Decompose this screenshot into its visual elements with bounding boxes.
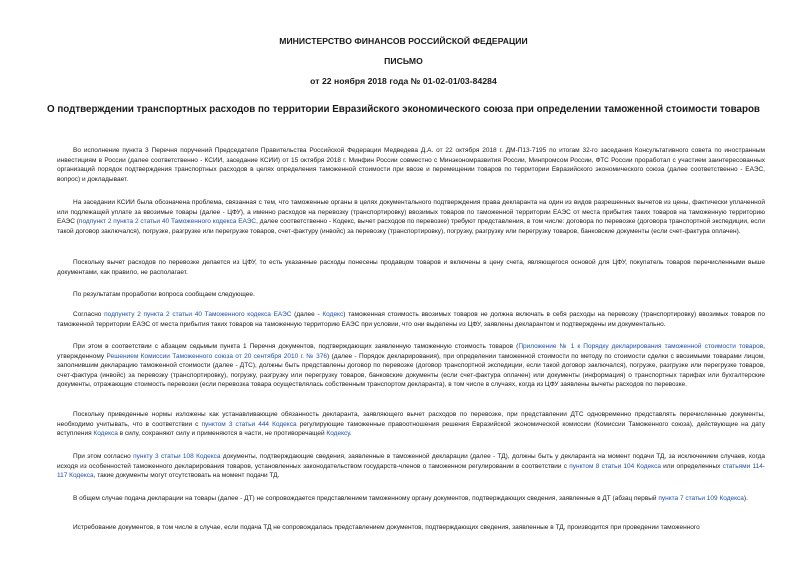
link-kodeksu[interactable]: Кодексу	[326, 430, 350, 437]
paragraph-1-text: Во исполнение пункта 3 Перечня поручений Председателя Правительства Российской Федерации Медведева Д.А. от 22 октября 2018 г. ДМ-П13-7195 по итогам 32-го заседания Консультативного совета по иностранным инвестициям в России (далее соответственно - КСИИ, заседание КСИИ) от 15 октября 2018 г. Минфин России совместно с Минэкономразвития России, Минпромсом России, ФТС России проработал с участием заинтересованных организаций порядок подтверждения транспортных расходов в целях определения таможенной стоимости при ввозе и перемещении товаров по территории Евразийского экономического союза (далее соответственно - ЕАЭС, вопрос) и докладывает.	[57, 147, 765, 183]
paragraph-5-text-3: ) таможенная стоимость ввозимых товаров не должна включать в себя расходы на перевозку (транспортировку) ввозимых товаров по таможенной территории ЕАЭС от места прибытия таких товаров на таможенную территорию ЕАЭС при условии, что они выделены из ЦФУ, заявлены декларантом и подтверждены им документально.	[57, 311, 765, 328]
paragraph-5-text-2: (далее -	[291, 311, 323, 318]
paragraph-6-text: При этом в соответствии с абзацем седьмым пункта 1 Перечня документов, подтверждающих заявленную таможенную стоимость товаров (	[73, 343, 519, 350]
paragraph-8-text-3: или определенных	[660, 462, 723, 470]
link-article-444[interactable]: пунктом 3 статьи 444 Кодекса	[201, 420, 297, 428]
paragraph-3-text: Поскольку вычет расходов по перевозке делается из ЦФУ, то есть указанные расходы понесены продавцом товаров и включены в цену счета, являющегося основой для ЦФУ, покупатель товаров перечисленными выше документами, как правило, не располагает.	[57, 259, 765, 276]
paragraph-7-text-2: регулирующие таможенные правоотношения решения Евразийской экономической комиссии (Комиссии Таможенного союза), действующие на дату вступления	[57, 420, 765, 437]
paragraph-9	[57, 494, 765, 504]
page-title: О подтверждении транспортных расходов по территории Евразийского экономического союза при определении таможенной стоимости товаров	[47, 104, 760, 115]
link-articles-114-117[interactable]: статьями 114-117 Кодекса	[57, 462, 765, 479]
link-kodeks-2[interactable]: Кодекса	[93, 430, 118, 437]
paragraph-6-text-3: ) (далее - Порядок декларирования), при определении таможенной стоимости по методу по стоимости сделки с ввозимыми товарами лицом, заполнившим декларацию таможенной стоимости (далее - ДТС), должны быть представлены договор по перевозке (договор транспортной экспедиции, если такой договор заключался), погрузке, разгрузке или перегрузке товаров, счет-фактура (инвойс) за перевозку (транспортировку), погрузку, разгрузку или перегрузку товаров, банковские документы (если счет-фактура оплачен) или документы (информация) о транспортных тарифах или бухгалтерские документы, отражающие стоимость перевозки (если перевозка товара осуществлялась собственным транспортом декларанта), в том числе в случаях, когда из ЦФУ заявлены вычеты расходов по перевозке.	[57, 352, 765, 388]
date-number-heading: от 22 ноября 2018 года № 01-02-01/03-84284	[310, 76, 497, 86]
paragraph-9-text: В общем случае подача декларации на товары (далее - ДТ) не сопровождается представлением таможенному органу документов, подтверждающих сведения, заявленные в ДТ (абзац первый	[73, 495, 659, 502]
paragraph-7-text-4: .	[349, 430, 352, 437]
paragraph-10-text: Истребование документов, в том числе в случае, если подача ТД не сопровождалась представлением документов, подтверждающих сведения, заявленные в ТД, производится при проведении таможенного	[73, 524, 700, 531]
link-article-104[interactable]: пунктом 8 статьи 104 Кодекса	[569, 462, 661, 470]
link-article-40-kodeks[interactable]: подпункту 2 пункта 2 статьи 40 Таможенного кодекса ЕАЭС	[104, 311, 292, 318]
paragraph-5-text: Согласно	[73, 311, 105, 318]
paragraph-8-text-4: , такие документы могут отсутствовать на момент подачи ТД.	[93, 472, 280, 479]
link-article-109[interactable]: пункта 7 статьи 109 Кодекса	[658, 495, 744, 502]
paragraph-9-text-2: ).	[743, 495, 748, 502]
paragraph-10	[57, 523, 765, 533]
paragraph-7-text: Поскольку приведенные нормы изложены как устанавливающие обязанность декларанта, заявляющего вычет расходов по перевозке, при представлении ДТС одновременно представлять перечисленные документы, необходимо учитывать, что в соответствии с	[57, 411, 765, 428]
paragraph-8-text: При этом согласно	[73, 453, 134, 460]
paragraph-1	[57, 146, 765, 184]
paragraph-4	[57, 290, 765, 300]
doc-type-heading: ПИСЬМО	[384, 56, 423, 66]
link-article-40[interactable]: подпункт 2 пункта 2 статьи 40 Таможенного кодекса ЕАЭС	[78, 218, 257, 225]
link-decision-376[interactable]: Решением Комиссии Таможенного союза от 20 сентября 2010 г. № 376	[106, 352, 328, 360]
link-article-108[interactable]: пункту 3 статьи 108 Кодекса	[133, 453, 221, 460]
paragraph-8	[57, 452, 765, 481]
paragraph-3	[57, 258, 765, 277]
paragraph-6	[57, 342, 765, 390]
paragraph-7	[57, 410, 765, 439]
paragraph-2-text-2: , далее соответственно - Кодекс, вычет расходов по перевозке) требуют представления, в том числе: договора по перевозке (договора транспортной экспедиции, если такой договор заключался), погрузке, разгрузке или перегрузке товаров, счет-фактуру (инвойс) за перевозку (транспортировку), погрузку, разгрузку или перегрузку товаров, банковские документы (если счет-фактура оплачен).	[57, 218, 765, 235]
paragraph-4-text: По результатам проработки вопроса сообщаем следующее.	[73, 291, 255, 298]
paragraph-2	[57, 198, 765, 236]
paragraph-5	[57, 310, 765, 329]
paragraph-6-text-2: , утвержденному	[57, 343, 765, 360]
paragraph-2-text: На заседании КСИИ была обозначена проблема, связанная с тем, что таможенные органы в целях документального подтверждения права декларанта на один из видов разрешенных вычетов из цены, фактически уплаченной или подлежащей уплате за ввозимые товары (далее - ЦФУ), а именно расходов на перевозку (транспортировку) ввозимых товаров по таможенной территории ЕАЭС от места прибытия таких товаров на таможенную территорию ЕАЭС (	[57, 199, 765, 225]
paragraph-7-text-3: в силу, сохраняют силу и применяются в части, не противоречащей	[117, 430, 327, 437]
ministry-heading: МИНИСТЕРСТВО ФИНАНСОВ РОССИЙСКОЙ ФЕДЕРАЦИИ	[279, 36, 528, 46]
link-appendix-1[interactable]: Приложение № 1 к Порядку декларирования таможенной стоимости товаров	[518, 343, 764, 350]
link-kodeks[interactable]: Кодекс	[322, 311, 344, 318]
paragraph-8-text-2: документы, подтверждающие сведения, заявленные в таможенной декларации (далее - ТД), должны быть у декларанта на момент подачи ТД, за исключением случаев, когда исходя из особенностей таможенного декларирования товаров, установленных законодательством государств-членов о таможенном регулировании в соответствии с	[57, 453, 765, 470]
